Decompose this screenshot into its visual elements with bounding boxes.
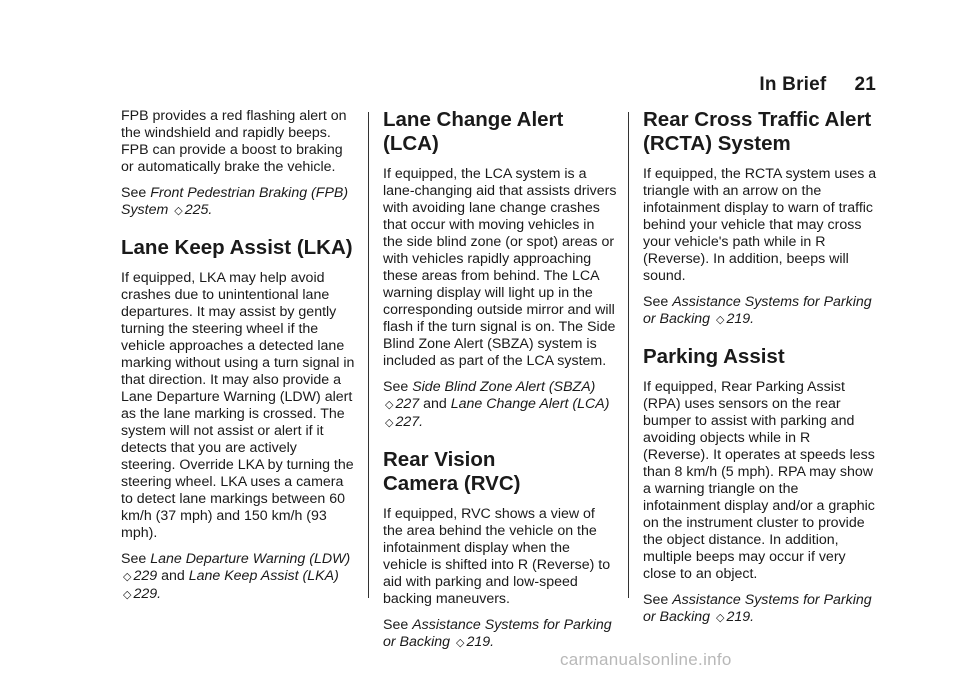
page-reference-icon: ◇ bbox=[385, 417, 394, 429]
rcta-heading: Rear Cross Traffic Alert (RCTA) System bbox=[643, 108, 872, 155]
column-1 bbox=[121, 108, 355, 613]
page-ref[interactable]: 227 bbox=[395, 396, 420, 412]
section-title: In Brief bbox=[759, 74, 827, 95]
page-ref[interactable]: 229 bbox=[133, 568, 158, 584]
page-ref[interactable]: 219. bbox=[726, 609, 755, 625]
page-number: 21 bbox=[854, 74, 876, 95]
lca-heading: Lane Change Alert (LCA) bbox=[383, 108, 564, 155]
rcta-text: If equipped, the RCTA system uses a triangle with an arrow on the infotainment display to warn of traffic behind your vehicle that may cross your vehicle's path while in R (Reverse). In addition, beeps will sound. bbox=[643, 166, 877, 284]
lka-text: If equipped, LKA may help avoid crashes due to unintentional lane departures. It may assist by gently turning the steering wheel if the vehicle approaches a detected lane marking without using a turn signal in that direction. It may also provide a Lane Departure Warning (LDW) alert as the lane marking is crossed. The system will not assist or alert if it detects that you are actively steering. Override LKA by turning the steering wheel. LKA uses a camera to detect lane markings between 60 km/h (37 mph) and 150 km/h (93 mph). bbox=[121, 270, 355, 541]
column-divider bbox=[628, 112, 629, 598]
page-reference-icon: ◇ bbox=[123, 571, 132, 583]
page-reference-icon: ◇ bbox=[174, 205, 183, 217]
lca-text: If equipped, the LCA system is a lane-changing aid that assists drivers with avoiding lane change crashes that occur with moving vehicles in the side blind zone (or spot) areas or with vehicles rapidly approaching these areas from behind. The LCA warning display will light up in the corresponding outside mirror and will flash if the turn signal is on. The Side Blind Zone Alert (SBZA) system is included as part of the LCA system. bbox=[383, 166, 617, 369]
page-reference-icon: ◇ bbox=[715, 314, 725, 326]
fpb-reference-link[interactable]: Front Pedestrian Braking (FPB) System bbox=[121, 185, 349, 218]
page-ref[interactable]: 219. bbox=[726, 311, 755, 327]
lka-reference-link[interactable]: Lane Keep Assist (LKA) bbox=[188, 568, 339, 584]
page-reference-icon: ◇ bbox=[385, 399, 394, 411]
lca-see-reference: See Side Blind Zone Alert (SBZA) ◇ 227 and Lane Change Alert (LCA) ◇ 227. bbox=[383, 379, 610, 430]
column-2 bbox=[383, 108, 617, 661]
page-ref[interactable]: 225. bbox=[184, 202, 213, 218]
parking-assist-text: If equipped, Rear Parking Assist (RPA) uses sensors on the rear bumper to assist with parking and avoiding objects while in R (Reverse). It operates at speeds less than 8 km/h (5 mph). RPA may show a warning triangle on the infotainment display and/or a graphic on the instrument cluster to provide the object distance. In addition, multiple beeps may occur if very close to an object. bbox=[643, 379, 875, 582]
fpb-see-reference: See Front Pedestrian Braking (FPB) System ◇ 225. bbox=[121, 185, 349, 218]
parking-assist-see-reference: See Assistance Systems for Parking or Backing ◇ 219. bbox=[643, 592, 872, 625]
page-ref[interactable]: 227. bbox=[395, 414, 424, 430]
watermark: carmanualsonline.info bbox=[560, 650, 732, 669]
parking-reference-link[interactable]: Assistance Systems for Parking or Backing bbox=[643, 592, 872, 625]
page-header bbox=[759, 74, 876, 96]
lca-reference-link[interactable]: Lane Change Alert (LCA) bbox=[450, 396, 610, 412]
column-3 bbox=[643, 108, 877, 636]
parking-reference-link[interactable]: Assistance Systems for Parking or Backing bbox=[643, 294, 872, 327]
rvc-heading: Rear Vision Camera (RVC) bbox=[383, 448, 521, 495]
lka-heading: Lane Keep Assist (LKA) bbox=[121, 236, 353, 259]
rvc-text: If equipped, RVC shows a view of the area behind the vehicle on the infotainment display when the vehicle is shifted into R (Reverse) to aid with parking and low-speed backing maneuvers. bbox=[383, 506, 611, 607]
parking-assist-heading: Parking Assist bbox=[643, 345, 785, 368]
rvc-see-reference: See Assistance Systems for Parking or Backing ◇ 219. bbox=[383, 617, 612, 650]
page-reference-icon: ◇ bbox=[123, 589, 132, 601]
page-ref[interactable]: 219. bbox=[466, 634, 495, 650]
page-ref[interactable]: 229. bbox=[133, 586, 162, 602]
column-divider bbox=[368, 112, 369, 598]
sbza-reference-link[interactable]: Side Blind Zone Alert (SBZA) bbox=[412, 379, 596, 395]
lka-see-reference: See Lane Departure Warning (LDW) ◇ 229 and Lane Keep Assist (LKA) ◇ 229. bbox=[121, 551, 351, 602]
rcta-see-reference: See Assistance Systems for Parking or Backing ◇ 219. bbox=[643, 294, 872, 327]
ldw-reference-link[interactable]: Lane Departure Warning (LDW) bbox=[150, 551, 351, 567]
fpb-text: FPB provides a red flashing alert on the windshield and rapidly beeps. FPB can provide a boost to braking or automatically brake the vehicle. bbox=[121, 108, 347, 175]
parking-reference-link[interactable]: Assistance Systems for Parking or Backing bbox=[383, 617, 612, 650]
page-reference-icon: ◇ bbox=[455, 637, 465, 649]
page-reference-icon: ◇ bbox=[715, 612, 725, 624]
